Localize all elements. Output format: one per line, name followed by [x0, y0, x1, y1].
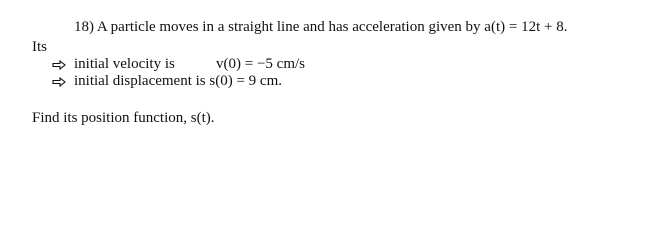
- right-arrow-icon: [52, 77, 68, 87]
- problem-statement: 18) A particle moves in a straight line and has acceleration given by a(t) = 12t + 8.: [74, 19, 568, 35]
- condition-initial-velocity: [52, 55, 305, 73]
- its-label: Its: [32, 39, 47, 55]
- condition-value: s(0) = 9 cm.: [209, 73, 283, 89]
- condition-label: initial velocity is: [74, 56, 175, 72]
- condition-initial-displacement: [52, 72, 282, 90]
- right-arrow-icon: [52, 60, 68, 70]
- condition-label: initial displacement is: [74, 73, 206, 89]
- condition-value: v(0) = −5 cm/s: [216, 56, 305, 72]
- question-text: Find its position function, s(t).: [32, 110, 215, 126]
